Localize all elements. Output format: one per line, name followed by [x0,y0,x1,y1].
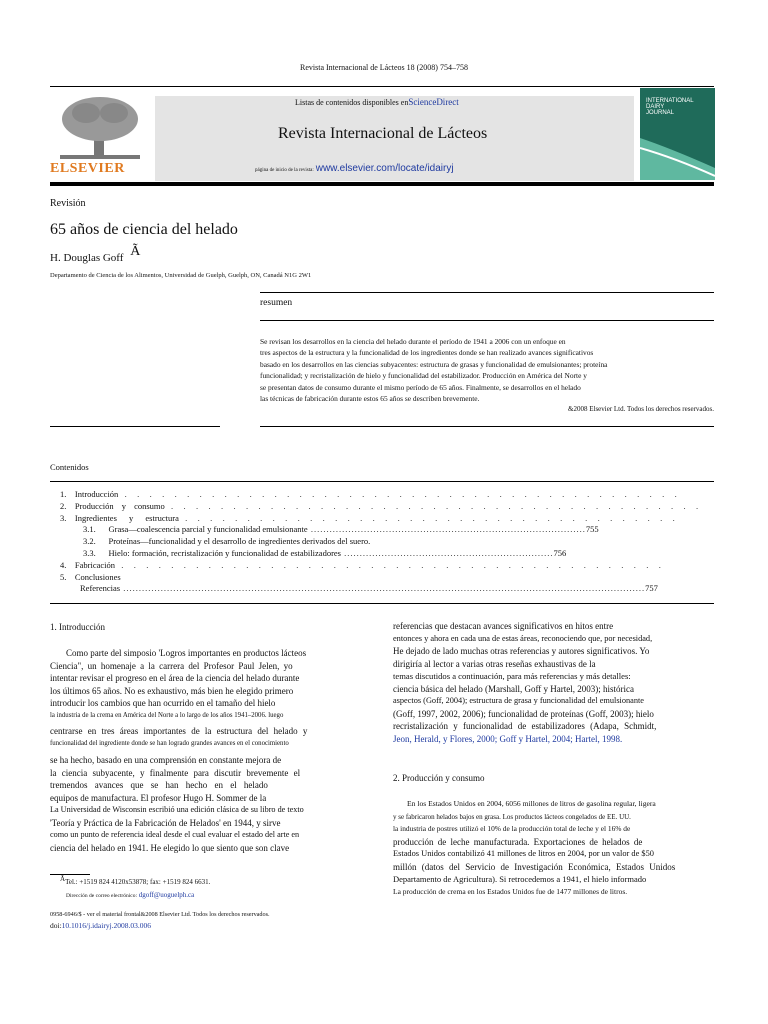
header-rule-thick [50,182,714,186]
toc-item-1[interactable]: 1. Introducción . . . . . . . . . . . . . . . . . . . . . . . . . . . . . . . . . . . . . . . . . . . . . [60,489,678,499]
abstract-text: Se revisan los desarrollos en la ciencia del helado durante el período de 1941 a 2006 con un enfoque en tres aspectos de la estructura y la funcionalidad de los ingredientes donde se han realizado avances significativos basado en los desarrollos en las ciencias subyacentes: estructura de grasas y funcionalidad de emulsionantes; proteína funcionalidad; y recristalización de hielo y funcionalidad del estabilizador. Producción en América del Norte y se presentan datos de consumo durante el mismo período de 65 años. Finalmente, se desarrollos en el helado las técnicas de fabricación durante estos 65 años se describen brevemente. &2008 Elsevier Ltd. Todos los derechos reservados. [260,336,714,416]
author-name: H. Douglas Goff Ã [50,244,141,264]
contents-heading: Contenidos [50,462,89,472]
production-paragraph: En los Estados Unidos en 2004, 6056 millones de litros de gasolina regular, ligera y se fabricaron helados bajos en grasa. Los productos lácteos congelados de EE. UU. la industria de postres utilizó el 10% de la producción total de leche y el 16% de producción de leche manufacturada. Exportaciones de helados de Estados Unidos contabilizó 41 millones de litros en 2004, por un valor de $50 millón (datos del Servicio de Investigación Económica, Estados Unidos Departamento de Agricultura). Si retrocedemos a 1941, el hielo informado La producción de crema en los Estados Unidos fue de 1477 millones de litros. [393,799,676,896]
toc-item-references[interactable]: Referencias .......................................................................................................................................................................757 [80,583,658,593]
toc-item-3-1[interactable]: 3.1. Grasa—coalescencia parcial y funcionalidad emulsionante ........................................................................................755 [83,524,599,534]
header-rule-top [50,86,714,87]
author-footnote-mark[interactable]: Ã [130,244,141,259]
abstract-copyright: &2008 Elsevier Ltd. Todos los derechos reservados. [568,405,714,414]
doi-link[interactable]: 10.1016/j.idairyj.2008.03.006 [61,921,152,930]
toc-item-5[interactable]: 5. Conclusiones [60,572,121,582]
contents-availability: Listas de contenidos disponibles enScienceDirect [295,97,459,107]
contents-rule-bottom [50,603,714,604]
doi-line: doi:10.1016/j.idairyj.2008.03.006 [50,921,152,930]
toc-item-3-3[interactable]: 3.3. Hielo: formación, recristalización y funcionalidad de estabilizadores ...................................................................756 [83,548,567,558]
sciencedirect-link[interactable]: ScienceDirect [408,97,459,107]
review-references-links[interactable]: Jeon, Herald, y Flores, 2000; Goff y Hartel, 2004; Hartel, 1998. [393,733,623,744]
section-1-heading: 1. Introducción [50,622,105,632]
footnote-email: Dirección de correo electrónico: dgoff@uoguelph.ca [66,891,195,899]
journal-title: Revista Internacional de Lácteos [278,125,488,142]
toc-item-3-2[interactable]: 3.2. Proteínas—funcionalidad y el desarrollo de ingredientes derivados del suero. [83,536,371,546]
toc-item-3[interactable]: 3. Ingredientes y estructura . . . . . . . . . . . . . . . . . . . . . . . . . . . . . . . . . . . . . . . . [60,513,676,523]
abstract-heading: resumen [260,298,293,308]
cover-title: INTERNATIONAL DAIRY JOURNAL [646,98,694,116]
email-link[interactable]: dgoff@uoguelph.ca [138,891,195,899]
article-type: Revisión [50,198,86,209]
footnote-tel: ÃTel.: +1519 824 4120x53878; fax: +1519 824 6631. [60,875,211,886]
journal-banner [155,96,634,181]
article-title: 65 años de ciencia del helado [50,221,238,238]
abstract-rule-top [260,292,714,293]
affiliation: Departamento de Ciencia de los Alimentos, Universidad de Guelph, Guelph, ON, Canadá N1G 2W1 [50,272,312,279]
toc-item-4[interactable]: 4. Fabricación . . . . . . . . . . . . . . . . . . . . . . . . . . . . . . . . . . . . . . . . . . . . [60,560,662,570]
journal-cover-image [640,88,715,180]
contents-rule-top [50,481,714,482]
abstract-rule-bottom [260,426,714,427]
intro-paragraph: Como parte del simposio 'Logros importantes en productos lácteos Ciencia", un homenaje a la carrera del Profesor Paul Jelen, yo intentar revisar el progreso en el área de la ciencia del helado durante los últimos 65 años. No es exhaustivo, más bien he elegido primero introducir los cambios que han ocurrido en el tamaño del hielo la industria de la crema en América del Norte a lo largo de los años 1941–2006. luego centrarse en tres áreas importantes de la estructura del helado y funcionalidad del ingrediente donde se han logrado grandes avances en el conocimiento se ha hecho, basado en una comprensión en constante mejora de la ciencia subyacente, y finalmente para discutir brevemente el tremendos avances que se han hecho en el helado equipos de manufactura. El profesor Hugo H. Sommer de la La Universidad de Wisconsin escribió una edición clásica de su libro de texto 'Teoría y Práctica de la Fabricación de Helados' en 1944, y sirve como un punto de referencia ideal desde el cual evaluar el estado del arte en ciencia del helado en 1941. He elegido lo que siento que son clave [50,648,308,853]
section-2-heading: 2. Producción y consumo [393,773,485,783]
journal-homepage: página de inicio de la revista: www.elsevier.com/locate/idairyj [255,163,454,174]
abstract-rule-left [50,426,220,427]
publisher-logo-text: ELSEVIER [50,161,125,176]
abstract-rule-mid [260,320,714,321]
intro-continued-paragraph: referencias que destacan avances significativos en hitos entre entonces y ahora en cada una de estas áreas, reconociendo que, por necesidad, He dejado de lado muchas otras referencias y autores significativos. Yo dirigiría al lector a varias otras reseñas exhaustivas de la temas discutidos a continuación, para más referencias y más detalles: ciencia básica del helado (Marshall, Goff y Hartel, 2003); histórica aspectos (Goff, 2004); estructura de grasa y funcionalidad del emulsionante (Goff, 1997, 2002, 2006); funcionalidad de proteínas (Goff, 2003); hielo recristalización y funcionalidad de estabilizadores (Adapa, Schmidt, Jeon, Herald, y Flores, 2000; Goff y Hartel, 2004; Hartel, 1998. [393,620,715,745]
toc-item-2[interactable]: 2. Producción y consumo . . . . . . . . . . . . . . . . . . . . . . . . . . . . . . . . . . . . . . . . . . . [60,501,700,511]
issn-line: 0958-6946/$ - ver el material frontal&2008 Elsevier Ltd. Todos los derechos reservados. [50,911,270,918]
footnote-rule [50,874,90,875]
cover-graphic [640,128,715,180]
journal-citation: Revista Internacional de Lácteos 18 (2008) 754–758 [300,63,468,72]
homepage-link[interactable]: www.elsevier.com/locate/idairyj [315,163,454,174]
